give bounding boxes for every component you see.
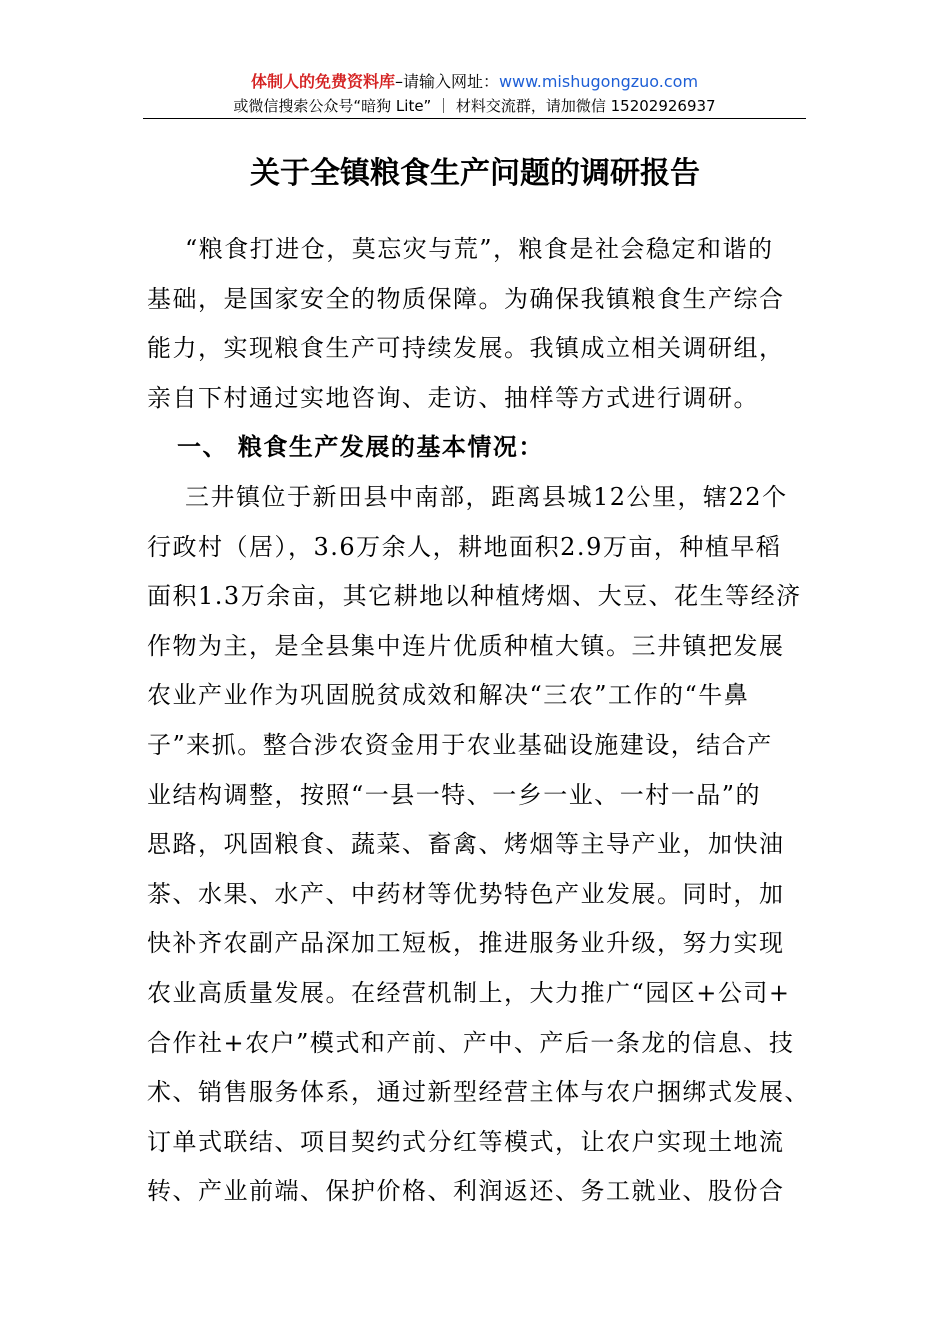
body-line: 面积1.3万余亩，其它耕地以种植烤烟、大豆、花生等经济: [147, 582, 802, 611]
body-line: 子”来抓。整合涉农资金用于农业基础设施建设，结合产: [147, 730, 773, 759]
body-line: 行政村（居），3.6万余人，耕地面积2.9万亩，种植早稻: [147, 532, 782, 561]
body-line: 农业产业作为巩固脱贫成效和解决“三农”工作的“牛鼻: [147, 681, 750, 710]
intro-line: 亲自下村通过实地咨询、走访、抽样等方式进行调研。: [147, 383, 759, 412]
intro-line: “粮食打进仓，莫忘灾与荒”，粮食是社会稳定和谐的: [185, 235, 774, 263]
header-prompt: –请输入网址：: [394, 72, 499, 91]
body-line: 合作社+农户”模式和产前、产中、产后一条龙的信息、技: [147, 1028, 795, 1057]
body-line: 农业高质量发展。在经营机制上，大力推广“园区+公司+: [147, 978, 791, 1007]
intro-line: 能力，实现粮食生产可持续发展。我镇成立相关调研组，: [147, 334, 785, 363]
body-line: 转、产业前端、保护价格、利润返还、务工就业、股份合: [147, 1177, 785, 1206]
body-line: 作物为主，是全县集中连片优质种植大镇。三井镇把发展: [147, 631, 785, 660]
header-line-1: [143, 70, 806, 94]
body-line: 业结构调整，按照“一县一特、一乡一业、一村一品”的: [147, 780, 762, 809]
body-line: 快补齐农副产品深加工短板，推进服务业升级，努力实现: [147, 929, 785, 958]
body-line: 术、销售服务体系，通过新型经营主体与农户捆绑式发展、: [147, 1078, 810, 1107]
header-divider: [143, 118, 806, 119]
body-line: 思路，巩固粮食、蔬菜、畜禽、烤烟等主导产业，加快油: [147, 830, 785, 859]
header-url-link[interactable]: www.mishugongzuo.com: [498, 72, 699, 91]
body-line: 订单式联结、项目契约式分红等模式，让农户实现土地流: [147, 1127, 785, 1156]
intro-line: 基础，是国家安全的物质保障。为确保我镇粮食生产综合: [147, 284, 785, 313]
body-line: 茶、水果、水产、中药材等优势特色产业发展。同时，加: [147, 879, 785, 908]
body-line: 三井镇位于新田县中南部，距离县城12公里，辖22个: [185, 482, 788, 511]
page-header: [143, 70, 806, 118]
header-line-2: 或微信搜索公众号“暗狗 Lite” ｜ 材料交流群，请加微信 15202926937: [233, 97, 716, 115]
document-body: [147, 225, 810, 1217]
document-title: 关于全镇粮食生产问题的调研报告: [250, 156, 700, 191]
header-brand: 体制人的免费资料库: [250, 72, 395, 91]
section-heading: 一、 粮食生产发展的基本情况：: [177, 433, 544, 462]
